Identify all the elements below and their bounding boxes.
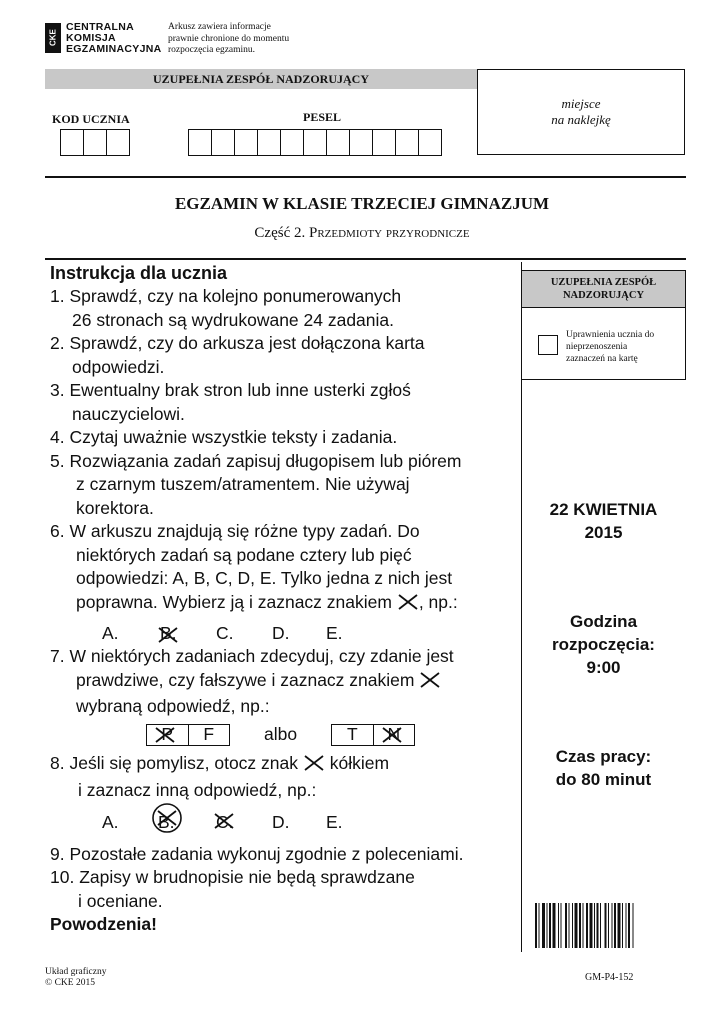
pesel-cell[interactable] <box>349 129 373 156</box>
answer-c-marked: C. <box>216 811 272 835</box>
pesel-cell[interactable] <box>257 129 281 156</box>
student-code-field[interactable] <box>61 129 130 156</box>
x-mark-icon <box>419 671 441 689</box>
pesel-cell[interactable] <box>418 129 442 156</box>
cke-logo-mark: CKE <box>45 23 61 53</box>
pesel-cell[interactable] <box>234 129 258 156</box>
answer-b-marked: B. <box>160 622 216 646</box>
x-mark-icon <box>397 593 419 611</box>
instructions: Instrukcja dla ucznia 1. Sprawdź, czy na kolejno ponumerowanych 26 stronach są wydrukowane 24 zadania. 2. Sprawdź, czy do arkusza jest dołączona karta odpowiedzi. 3. Ewentualny brak stron lub inne usterki zgłoś nauczycielowi. 4. Czytaj uważnie wszystkie teksty i zadania. 5. Rozwiązania zadań zapisuj długopisem lub piórem z czarnym tuszem/atramentem. Nie używaj korektora. 6. W arkuszu znajdują się różne typy zadań. Do niektórych zadań są podane cztery lub pięć odpowiedzi: A, B, C, D, E. Tylko jedna z nich jest poprawna. Wybierz ją i zaznacz znakiem , np.: A. B. C. D. E. 7. W niektórych zadaniach zdecyduj, czy zdanie jest prawdziwe, czy fałszywe i zaznacz znakiem wybraną odpowiedź, np.: P F albo T N 8. Jeśli się pomylisz, otocz znak kółkiem i zaznacz inną odpowiedź, np.: A. B. C. D. E. 9. Pozostałe zadania wykonuj zgodnie z poleceniami. 10. Zapisy w brudnopisie nie będą sprawdzane i oceniane. Powodzenia! <box>50 262 520 937</box>
booklet-code: GM-P4-152 <box>585 972 634 983</box>
good-luck: Powodzenia! <box>50 914 157 934</box>
pesel-cell[interactable] <box>280 129 304 156</box>
pesel-label: PESEL <box>303 110 342 124</box>
protected-info-note: Arkusz zawiera informacje prawnie chronione do momentu rozpoczęcia egzaminu. <box>168 22 290 55</box>
exam-date: 22 KWIETNIA 2015 <box>549 500 658 542</box>
divider <box>45 258 686 260</box>
pesel-cell[interactable] <box>211 129 235 156</box>
dyslexia-note: Uprawnienia ucznia do nieprzenoszenia zaznaczeń na kartę <box>566 330 655 364</box>
code-cell[interactable] <box>106 129 130 156</box>
x-mark-icon <box>154 726 176 744</box>
code-cell[interactable] <box>83 129 107 156</box>
dyslexia-checkbox[interactable] <box>538 335 558 355</box>
example-answers-2: A. B. C. D. E. <box>50 803 520 843</box>
divider <box>45 176 686 178</box>
student-code-label: KOD UCZNIA <box>52 112 130 126</box>
start-time: Godzina rozpoczęcia: 9:00 <box>552 612 655 677</box>
x-mark-icon <box>213 812 235 830</box>
x-mark-icon <box>157 626 179 644</box>
supervising-team-box-heading: UZUPEŁNIA ZESPÓŁ NADZORUJĄCY <box>522 271 685 308</box>
supervising-team-box <box>521 270 686 380</box>
tf-box-n-marked: T N <box>331 724 415 746</box>
true-false-example: P F albo T N <box>50 718 520 752</box>
pesel-cell[interactable] <box>372 129 396 156</box>
sticker-placeholder: miejsce na naklejkę <box>477 69 685 155</box>
example-answers-1: A. B. C. D. E. <box>50 614 520 645</box>
circled-x-mark-icon <box>151 802 183 834</box>
x-mark-icon <box>381 726 403 744</box>
pesel-cell[interactable] <box>326 129 350 156</box>
pesel-cell[interactable] <box>395 129 419 156</box>
supervising-team-bar: UZUPEŁNIA ZESPÓŁ NADZORUJĄCY <box>45 69 477 89</box>
code-cell[interactable] <box>60 129 84 156</box>
exam-title: EGZAMIN W KLASIE TRZECIEJ GIMNAZJUM <box>174 194 550 213</box>
cke-logo-text: CENTRALNA KOMISJA EGZAMINACYJNA <box>66 21 162 55</box>
exam-part: Część 2. Przedmioty przyrodnicze <box>254 225 470 241</box>
footer-credit: Układ graficzny © CKE 2015 <box>45 967 107 988</box>
x-mark-icon <box>303 754 325 772</box>
answer-b-circled: B. <box>158 811 216 835</box>
tf-box-p-marked: P F <box>146 724 230 746</box>
pesel-field[interactable] <box>189 129 442 156</box>
pesel-cell[interactable] <box>188 129 212 156</box>
barcode <box>535 903 685 948</box>
pesel-cell[interactable] <box>303 129 327 156</box>
instructions-heading: Instrukcja dla ucznia <box>50 263 228 283</box>
exam-duration: Czas pracy: do 80 minut <box>555 747 652 789</box>
